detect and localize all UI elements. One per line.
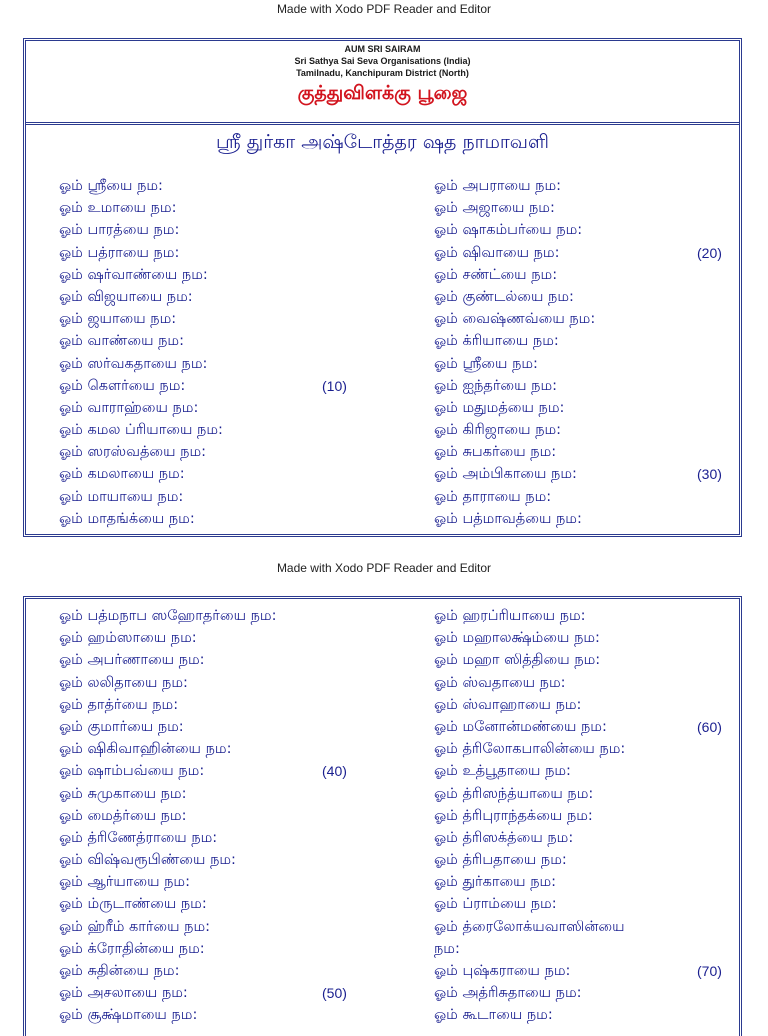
name-row (59, 805, 399, 827)
name-text: ஓம் புஷ்கராயை நம: (434, 963, 571, 979)
name-text: ஓம் பத்ராயை நம: (59, 244, 180, 261)
name-row (59, 242, 399, 264)
name-text: ஓம் வைஷ்ணவ்யை நம: (434, 311, 596, 328)
name-row (434, 508, 768, 530)
name-row (434, 441, 768, 463)
name-text: ஓம் அபர்ணாயை நம: (59, 652, 205, 669)
name-row (59, 419, 399, 441)
name-row (434, 627, 768, 649)
name-text: ஓம் விஜயாயை நம: (59, 288, 193, 305)
name-count-marker: (40) (322, 763, 347, 780)
name-row (434, 871, 768, 893)
name-text: ஓம் மனோன்மண்யை நம: (434, 718, 607, 735)
name-text: ஓம் துர்காயை நம: (434, 874, 557, 891)
name-row (434, 672, 768, 694)
name-row (434, 783, 768, 805)
name-row (59, 916, 399, 938)
name-text: ஓம் த்ரைலோக்யவாஸின்யை (434, 918, 625, 935)
name-text: ஓம் ப்ராம்யை நம: (434, 896, 557, 913)
name-text: ஓம் சுமுகாயை நம: (59, 785, 187, 802)
name-text: ஓம் ஆர்யாயை நம: (59, 874, 190, 891)
name-row (434, 760, 768, 782)
name-text: ஓம் அத்ரிசுதாயை நம: (434, 985, 582, 1002)
name-text: ஓம் கௌர்யை நம: (59, 377, 186, 394)
name-row (434, 486, 768, 508)
name-row (434, 463, 768, 485)
name-row (59, 893, 399, 915)
name-text: ஓம் ஸ்ரீயை நம: (434, 355, 538, 372)
name-row (434, 605, 768, 627)
name-text: ஓம் ஜயாயை நம: (59, 311, 177, 328)
name-row (59, 871, 399, 893)
name-count-marker: (10) (322, 377, 347, 394)
names-column-right (434, 605, 768, 1027)
name-row (434, 308, 768, 330)
name-row (59, 508, 399, 530)
name-row (434, 649, 768, 671)
name-row (59, 783, 399, 805)
name-text: ஓம் குண்டல்யை நம: (434, 288, 574, 305)
header-line-2: Sri Sathya Sai Seva Organisations (India) (294, 56, 471, 66)
name-row (59, 441, 399, 463)
name-row (434, 827, 768, 849)
name-text: ஓம் த்ரிபுராந்தக்யை நம: (434, 807, 593, 824)
name-text: ஓம் சுதின்யை நம: (59, 963, 180, 979)
watermark-top: Made with Xodo PDF Reader and Editor (276, 2, 492, 16)
name-text: ஓம் ஸ்வாஹாயை நம: (434, 696, 582, 713)
name-count-marker: (50) (322, 985, 347, 1002)
name-text: ஓம் சுபகர்யை நம: (434, 444, 557, 461)
name-row (59, 463, 399, 485)
name-text: ஓம் கூடாயை நம: (434, 1007, 553, 1024)
name-text: ஓம் மஹாலக்ஷ்ம்யை நம: (434, 630, 600, 647)
name-text: ஓம் அபராயை நம: (434, 178, 562, 194)
name-count-marker: (70) (697, 963, 722, 979)
name-text: ஓம் கிரிஜாயை நம: (434, 422, 562, 439)
name-text: ஓம் மஹா ஸித்தியை நம: (434, 652, 601, 669)
name-row (59, 286, 399, 308)
name-text: ஓம் ஸரஸ்வத்யை நம: (59, 444, 207, 461)
name-row (434, 197, 768, 219)
name-text: ஓம் வாராஹ்யை நம: (59, 399, 199, 416)
name-text: ஓம் த்ரிபதாயை நம: (434, 852, 567, 869)
name-row (59, 849, 399, 871)
name-text: ஓம் த்ரிலோகபாலின்யை நம: (434, 741, 626, 758)
name-text: ஓம் பத்மாவத்யை நம: (434, 510, 582, 527)
name-row (434, 242, 768, 264)
name-row (59, 397, 399, 419)
watermark-second: Made with Xodo PDF Reader and Editor (276, 561, 492, 575)
name-text: ஓம் அஜாயை நம: (434, 200, 555, 217)
name-row (59, 486, 399, 508)
name-row (59, 694, 399, 716)
name-text: ஓம் த்ரிஸக்த்யை நம: (434, 829, 574, 846)
name-text: ஓம் சூக்ஷ்மாயை நம: (59, 1007, 198, 1024)
name-row (434, 849, 768, 871)
name-row (434, 893, 768, 915)
name-text: ஓம் லலிதாயை நம: (59, 674, 188, 691)
name-text: ஓம் ஐந்தர்யை நம: (434, 377, 558, 394)
name-row (59, 960, 399, 982)
name-text: ஓம் சண்ட்யை நம: (434, 266, 558, 283)
name-text: ஓம் ஹரப்ரியாயை நம: (434, 608, 586, 624)
name-text: ஓம் ஷிவாயை நம: (434, 244, 560, 261)
name-text: ஓம் மாதங்க்யை நம: (59, 510, 195, 527)
name-text: ஓம் ஸ்ரீயை நம: (59, 178, 163, 194)
name-text: ஓம் குமார்யை நம: (59, 718, 184, 735)
name-text: ஓம் ஷிகிவாஹின்யை நம: (59, 741, 232, 758)
name-row (434, 175, 768, 197)
name-text: ஓம் அம்பிகாயை நம: (434, 466, 577, 483)
name-row (434, 982, 768, 1004)
puja-title: குத்துவிளக்கு பூஜை (297, 82, 468, 104)
name-row (434, 264, 768, 286)
names-column-left (59, 605, 399, 1027)
name-row (434, 353, 768, 375)
name-row (434, 938, 768, 960)
name-text: ஓம் ஹ்ரீம் கார்யை நம: (59, 918, 211, 935)
name-row (59, 1004, 399, 1026)
names-column-left (59, 175, 399, 530)
name-row (434, 375, 768, 397)
name-row (434, 694, 768, 716)
name-text: ஓம் தாத்ர்யை நம: (59, 696, 179, 713)
name-row (434, 805, 768, 827)
name-row (59, 197, 399, 219)
page-1-frame (23, 38, 742, 537)
name-text: ஓம் த்ரிஸந்த்யாயை நம: (434, 785, 594, 802)
name-row (59, 938, 399, 960)
name-row (434, 960, 768, 982)
name-text: ஓம் க்ரோதின்யை நம: (59, 940, 205, 957)
name-text: ஓம் ம்ருடாண்யை நம: (59, 896, 207, 913)
name-row (59, 649, 399, 671)
name-row (59, 219, 399, 241)
name-text: ஓம் பத்மநாப ஸஹோதர்யை நம: (59, 608, 277, 624)
name-text: ஓம் தாராயை நம: (434, 488, 552, 505)
name-row (59, 672, 399, 694)
name-row (59, 375, 399, 397)
name-row (434, 738, 768, 760)
name-row (59, 716, 399, 738)
name-row (434, 716, 768, 738)
name-row (59, 605, 399, 627)
name-row (59, 353, 399, 375)
name-text: ஓம் விஷ்வரூபிண்யை நம: (59, 852, 236, 869)
name-text: ஓம் ஷாம்பவ்யை நம: (59, 763, 205, 780)
name-text: ஓம் வாண்யை நம: (59, 333, 184, 350)
name-row (59, 827, 399, 849)
name-text: ஓம் மாயாயை நம: (59, 488, 184, 505)
name-row (59, 175, 399, 197)
name-row (434, 419, 768, 441)
name-row (59, 627, 399, 649)
name-row (434, 397, 768, 419)
name-row (434, 219, 768, 241)
name-text: ஓம் உமாயை நம: (59, 200, 177, 217)
page-header (26, 41, 739, 125)
name-count-marker: (20) (697, 244, 722, 261)
name-text: ஓம் மதுமத்யை நம: (434, 399, 565, 416)
name-row (434, 286, 768, 308)
header-line-1: AUM SRI SAIRAM (344, 44, 421, 54)
stotra-title: ஸ்ரீ துர்கா அஷ்டோத்தர ஷத நாமாவளி (215, 131, 549, 153)
name-text: ஓம் க்ரியாயை நம: (434, 333, 559, 350)
name-row (434, 916, 768, 938)
name-text: ஓம் ஷாகம்பர்யை நம: (434, 222, 583, 239)
name-text: ஓம் கமலாயை நம: (59, 466, 185, 483)
names-column-right (434, 175, 768, 530)
name-row (434, 330, 768, 352)
name-row (59, 738, 399, 760)
name-row (59, 308, 399, 330)
name-text: ஓம் த்ரிணேத்ராயை நம: (59, 829, 218, 846)
name-row (59, 264, 399, 286)
name-text: ஓம் கமல ப்ரியாயை நம: (59, 422, 223, 439)
name-text: ஓம் பாரத்யை நம: (59, 222, 180, 239)
name-text: ஓம் மைத்ர்யை நம: (59, 807, 187, 824)
name-text: ஓம் ஷர்வாண்யை நம: (59, 266, 208, 283)
name-text: ஓம் உத்பூதாயை நம: (434, 763, 571, 780)
header-line-3: Tamilnadu, Kanchipuram District (North) (296, 68, 469, 78)
name-text: ஓம் ஸ்வதாயை நம: (434, 674, 566, 691)
name-row (59, 760, 399, 782)
name-count-marker: (60) (697, 718, 722, 735)
name-text: நம: (434, 940, 460, 957)
name-text: ஓம் ஹம்ஸாயை நம: (59, 630, 197, 647)
name-text: ஓம் ஸர்வகதாயை நம: (59, 355, 208, 372)
page-2-frame (23, 596, 742, 1036)
name-row (434, 1004, 768, 1026)
name-row (59, 330, 399, 352)
name-text: ஓம் அசலாயை நம: (59, 985, 188, 1002)
name-count-marker: (30) (697, 466, 722, 483)
name-row (59, 982, 399, 1004)
